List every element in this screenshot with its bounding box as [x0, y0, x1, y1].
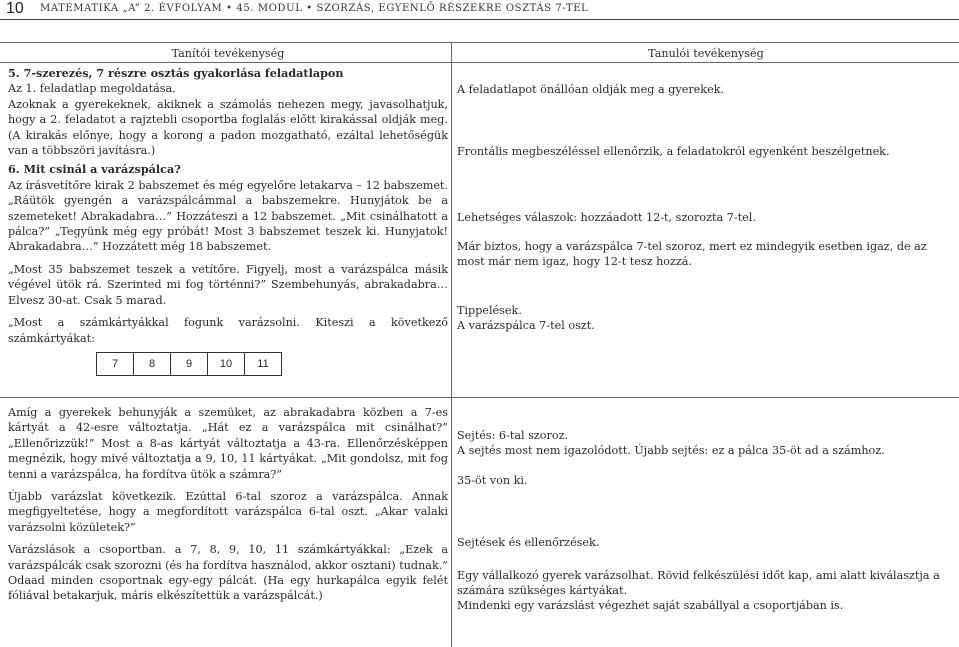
student-text: Mindenki egy varázslást végezhet saját szabállyal a csoportjában is. [457, 599, 844, 612]
column-title-teacher: Tanítói tevékenység [171, 47, 285, 60]
number-card: 7 [96, 352, 133, 376]
section-heading: 5. 7-szerezés, 7 részre osztás gyakorlása feladatlapon [8, 66, 344, 80]
number-card: 9 [170, 352, 207, 376]
number-card: 10 [207, 352, 244, 376]
paragraph: Az 1. feladatlap megoldatása. [8, 82, 176, 96]
student-text: Már biztos, hogy a varázspálca 7-tel szoroz, mert ez mindegyik esetben igaz, de az most már nem igaz, hogy 12-t tesz hozzá. [457, 240, 927, 269]
number-cards [96, 352, 448, 376]
paragraph: „Most 35 babszemet teszek a vetítőre. Figyelj, most a varázspálca másik végével ütök rá. Szerinted mi fog történni?” Szembehunyás, abrakadabra… Elvesz 30-at. Csak 5 marad. [8, 262, 448, 307]
student-text: 35-öt von ki. [457, 474, 528, 487]
paragraph: „Most a számkártyákkal fogunk varázsolni. Kiteszi a következő számkártyákat: [8, 316, 448, 345]
student-text: A varázspálca 7-tel oszt. [457, 319, 595, 332]
table-header-border [0, 62, 959, 63]
teacher-activity-row-1 [8, 66, 448, 376]
paragraph: Azoknak a gyerekeknek, akiknek a számolás nehezen megy, javasolhatjuk, hogy a 2. feladatot a rajztebli csoportba foglalás előtt kirakással oldják meg. (A kirakás előnye, hogy a korong a padon mozgatható, ezáltal lehetőségük van a többszöri javításra.) [8, 97, 448, 158]
running-title: MATEMATIKA „A” 2. ÉVFOLYAM • 45. MODUL • SZORZÁS, EGYENLŐ RÉSZEKRE OSZTÁS 7-TEL [40, 3, 589, 14]
section-heading: 6. Mit csinál a varázspálca? [8, 162, 181, 177]
student-text: Frontális megbeszéléssel ellenőrzik, a feladatokról egyenként beszélgetnek. [457, 145, 890, 158]
paragraph: Varázslások a csoportban. a 7, 8, 9, 10, 11 számkártyákkal: „Ezek a varázspálcák csak szorozni (és ha fordítva használod, akkor osztani) tudnak.” Odaad minden csoportnak egy-egy pálcát. (Ha egy hurkapálca egyik felét fóliával betakarjuk, máris elkészítettük a varázspálcát.) [8, 543, 448, 603]
column-title-student: Tanulói tevékenység [648, 47, 764, 60]
table-top-border [0, 42, 959, 43]
page-number: 10 [6, 0, 24, 17]
student-text: Sejtés: 6-tal szoroz. [457, 429, 569, 442]
student-text: Tippelések. [457, 304, 522, 317]
paragraph: Újabb varázslat következik. Ezúttal 6-tal szoroz a varázspálca. Annak megfigyeltetése, hogy a megfordított varázspálca 6-tal oszt. „Akar valaki varázsolni közületek?” [8, 490, 448, 534]
column-divider [451, 42, 452, 647]
page-header [0, 0, 959, 20]
paragraph: Amíg a gyerekek behunyják a szemüket, az abrakadabra közben a 7-es kártyát a 42-esre változtatja. „Hát ez a varázspálca mit csinálhat?” „Ellenőrizzük!” Most a 8-as kártyát változtatja a 43-ra. Ellenőrzésképpen megnézik, hogy mivé változtatja a 9, 10, 11 kártyákat. „Mit gondolsz, mit fog tenni a varázspálca, ha fordítva ütök a számra?” [8, 406, 448, 481]
table-row-divider [0, 397, 959, 398]
paragraph: Az írásvetítőre kirak 2 babszemet és még egyelőre letakarva – 12 babszemet. „Ráütök gyengén a varázspálcámmal a babszemekre. Hunyjátok be a szemeteket! Abrakadabra…” Hozzáteszi a 12 babszemet. „Mit csinálhatott a pálca?” „Tegyünk még egy próbát! Most 3 babszemet teszek ki. Hunyjatok! Abrakadabra…” Hozzátett még 18 babszemet. [8, 178, 448, 254]
teacher-activity-row-2 [8, 405, 448, 604]
student-text: Egy vállalkozó gyerek varázsolhat. Rövid felkészülési időt kap, ami alatt kiválasztja a számára szükséges kártyákat. [457, 569, 940, 598]
student-text: Lehetséges válaszok: hozzáadott 12-t, szorozta 7-tel. [457, 211, 756, 224]
student-text: A sejtés most nem igazolódott. Újabb sejtés: ez a pálca 35-öt ad a számhoz. [457, 444, 885, 457]
number-card: 8 [133, 352, 170, 376]
student-text: A feladatlapot önállóan oldják meg a gyerekek. [457, 83, 725, 96]
number-card: 11 [244, 352, 282, 376]
student-text: Sejtések és ellenőrzések. [457, 536, 600, 549]
